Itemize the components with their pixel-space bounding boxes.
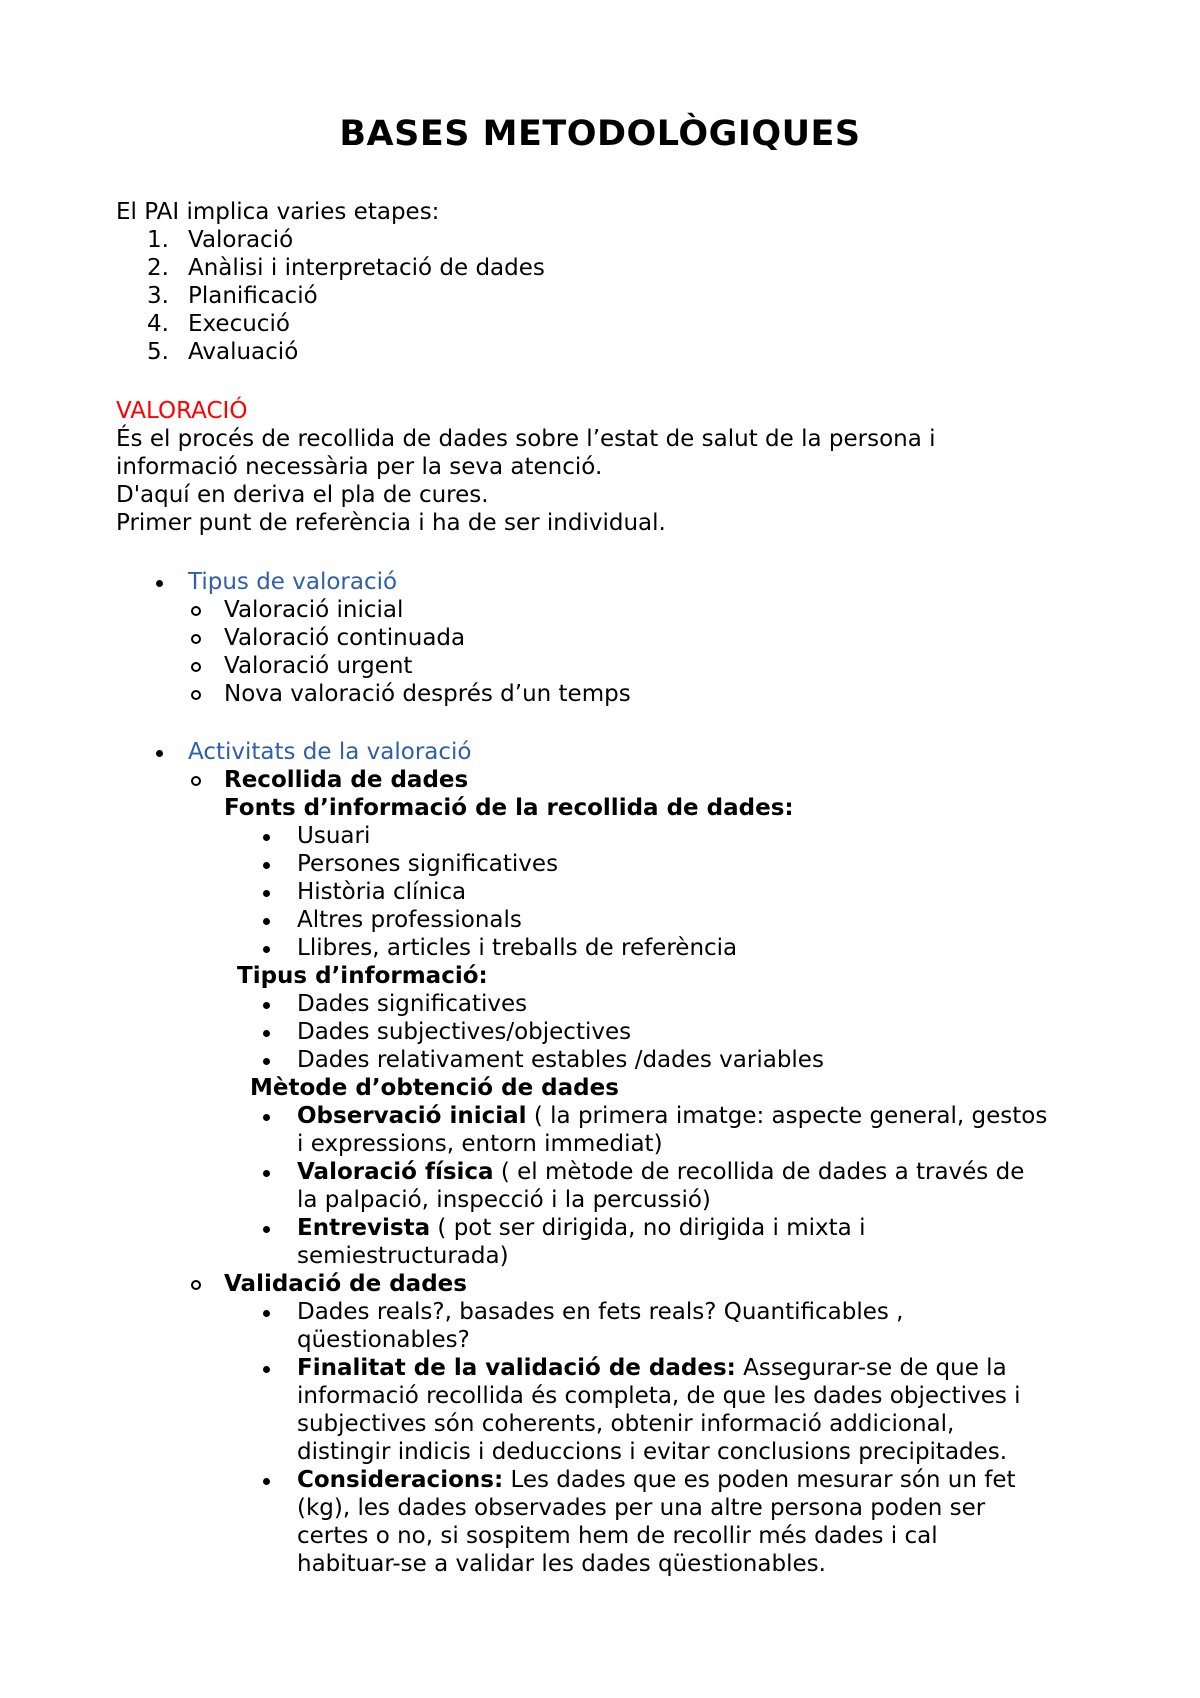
tipus-informacio-item: Dades relativament estables /dades variables xyxy=(297,1047,824,1073)
fonts-item: Llibres, articles i treballs de referència xyxy=(297,935,738,961)
validacio-item-bold: Finalitat de la validació de dades: xyxy=(297,1355,736,1381)
circle-bullet-icon xyxy=(191,634,201,644)
tipus-informacio-item: Dades subjectives/objectives xyxy=(297,1019,632,1045)
validacio-heading: Validació de dades xyxy=(224,1271,467,1297)
bullet-icon xyxy=(263,1478,270,1485)
bullet-icon xyxy=(263,862,270,869)
tipus-valoracio-item: Nova valoració després d’un temps xyxy=(224,681,631,707)
metode-item-continuation: la palpació, inspecció i la percussió) xyxy=(297,1187,711,1213)
metode-item-bold: Observació inicial xyxy=(297,1103,527,1129)
valoracio-heading: VALORACIÓ xyxy=(116,398,248,424)
tipus-informacio-heading: Tipus d’informació: xyxy=(237,963,488,989)
stage-number: 5. xyxy=(147,339,169,365)
bullet-icon xyxy=(263,946,270,953)
stage-item: Valoració xyxy=(188,227,294,253)
validacio-item-text: Assegurar-se de que la xyxy=(735,1355,1007,1381)
stage-number: 3. xyxy=(147,283,169,309)
bullet-icon xyxy=(263,1030,270,1037)
bullet-icon xyxy=(263,834,270,841)
validacio-item-continuation: subjectives són coherents, obtenir informació addicional, xyxy=(297,1411,955,1437)
valoracio-line: D'aquí en deriva el pla de cures. xyxy=(116,482,489,508)
validacio-item-continuation: certes o no, si sospitem hem de recollir més dades i cal xyxy=(297,1523,938,1549)
stage-item: Avaluació xyxy=(188,339,299,365)
valoracio-line: Primer punt de referència i ha de ser individual. xyxy=(116,510,666,536)
bullet-icon xyxy=(156,750,163,757)
metode-item-continuation: semiestructurada) xyxy=(297,1243,509,1269)
fonts-item: Història clínica xyxy=(297,879,467,905)
metode-item-text: ( la primera imatge: aspecte general, gestos xyxy=(526,1103,1048,1129)
valoracio-line: informació necessària per la seva atenció. xyxy=(116,454,603,480)
bullet-icon xyxy=(263,1114,270,1121)
validacio-item: Dades reals?, basades en fets reals? Quantificables , xyxy=(297,1299,904,1325)
metode-item xyxy=(297,1102,1047,1130)
bullet-icon xyxy=(263,918,270,925)
circle-bullet-icon xyxy=(191,776,201,786)
valoracio-line: És el procés de recollida de dades sobre l’estat de salut de la persona i xyxy=(116,426,936,452)
tipus-valoracio-item: Valoració urgent xyxy=(224,653,413,679)
bullet-icon xyxy=(263,1310,270,1317)
tipus-informacio-item: Dades significatives xyxy=(297,991,528,1017)
metode-item-bold: Entrevista xyxy=(297,1215,431,1241)
metode-item-continuation: i expressions, entorn immediat) xyxy=(297,1131,663,1157)
bullet-icon xyxy=(263,1002,270,1009)
bullet-icon xyxy=(263,890,270,897)
validacio-item xyxy=(297,1466,1016,1494)
metode-item-text: ( el mètode de recollida de dades a través de xyxy=(493,1159,1025,1185)
fonts-item: Usuari xyxy=(297,823,371,849)
validacio-item-continuation: habituar-se a validar les dades qüestionables. xyxy=(297,1551,826,1577)
metode-item-text: ( pot ser dirigida, no dirigida i mixta i xyxy=(430,1215,866,1241)
bullet-icon xyxy=(263,1058,270,1065)
circle-bullet-icon xyxy=(191,690,201,700)
stage-number: 2. xyxy=(147,255,169,281)
stage-number: 1. xyxy=(147,227,169,253)
validacio-item-continuation: (kg), les dades observades per una altre persona poden ser xyxy=(297,1495,986,1521)
stage-item: Execució xyxy=(188,311,290,337)
page-title: BASES METODOLÒGIQUES xyxy=(339,114,861,154)
stage-item: Planificació xyxy=(188,283,318,309)
fonts-heading: Fonts d’informació de la recollida de dades: xyxy=(224,795,794,821)
fonts-item: Altres professionals xyxy=(297,907,522,933)
metode-item xyxy=(297,1158,1024,1186)
tipus-valoracio-item: Valoració continuada xyxy=(224,625,466,651)
tipus-valoracio-item: Valoració inicial xyxy=(224,597,404,623)
validacio-item xyxy=(297,1354,1007,1382)
circle-bullet-icon xyxy=(191,1280,201,1290)
tipus-valoracio-heading: Tipus de valoració xyxy=(188,569,398,595)
validacio-item-bold: Consideracions: xyxy=(297,1467,504,1493)
activitats-heading: Activitats de la valoració xyxy=(188,739,472,765)
recollida-heading: Recollida de dades xyxy=(224,767,469,793)
validacio-item-text: Les dades que es poden mesurar són un fet xyxy=(503,1467,1016,1493)
bullet-icon xyxy=(263,1226,270,1233)
stage-number: 4. xyxy=(147,311,169,337)
fonts-item: Persones significatives xyxy=(297,851,559,877)
stage-item: Anàlisi i interpretació de dades xyxy=(188,255,545,281)
validacio-item-continuation: distingir indicis i deduccions i evitar conclusions precipitades. xyxy=(297,1439,1008,1465)
validacio-item-continuation: qüestionables? xyxy=(297,1327,470,1353)
validacio-item-continuation: informació recollida és completa, de que les dades objectives i xyxy=(297,1383,1021,1409)
metode-item-bold: Valoració física xyxy=(297,1159,494,1185)
metode-item xyxy=(297,1214,865,1242)
bullet-icon xyxy=(263,1170,270,1177)
bullet-icon xyxy=(263,1366,270,1373)
metode-heading: Mètode d’obtenció de dades xyxy=(250,1075,619,1101)
intro-text: El PAI implica varies etapes: xyxy=(116,199,440,225)
bullet-icon xyxy=(156,580,163,587)
circle-bullet-icon xyxy=(191,606,201,616)
circle-bullet-icon xyxy=(191,662,201,672)
